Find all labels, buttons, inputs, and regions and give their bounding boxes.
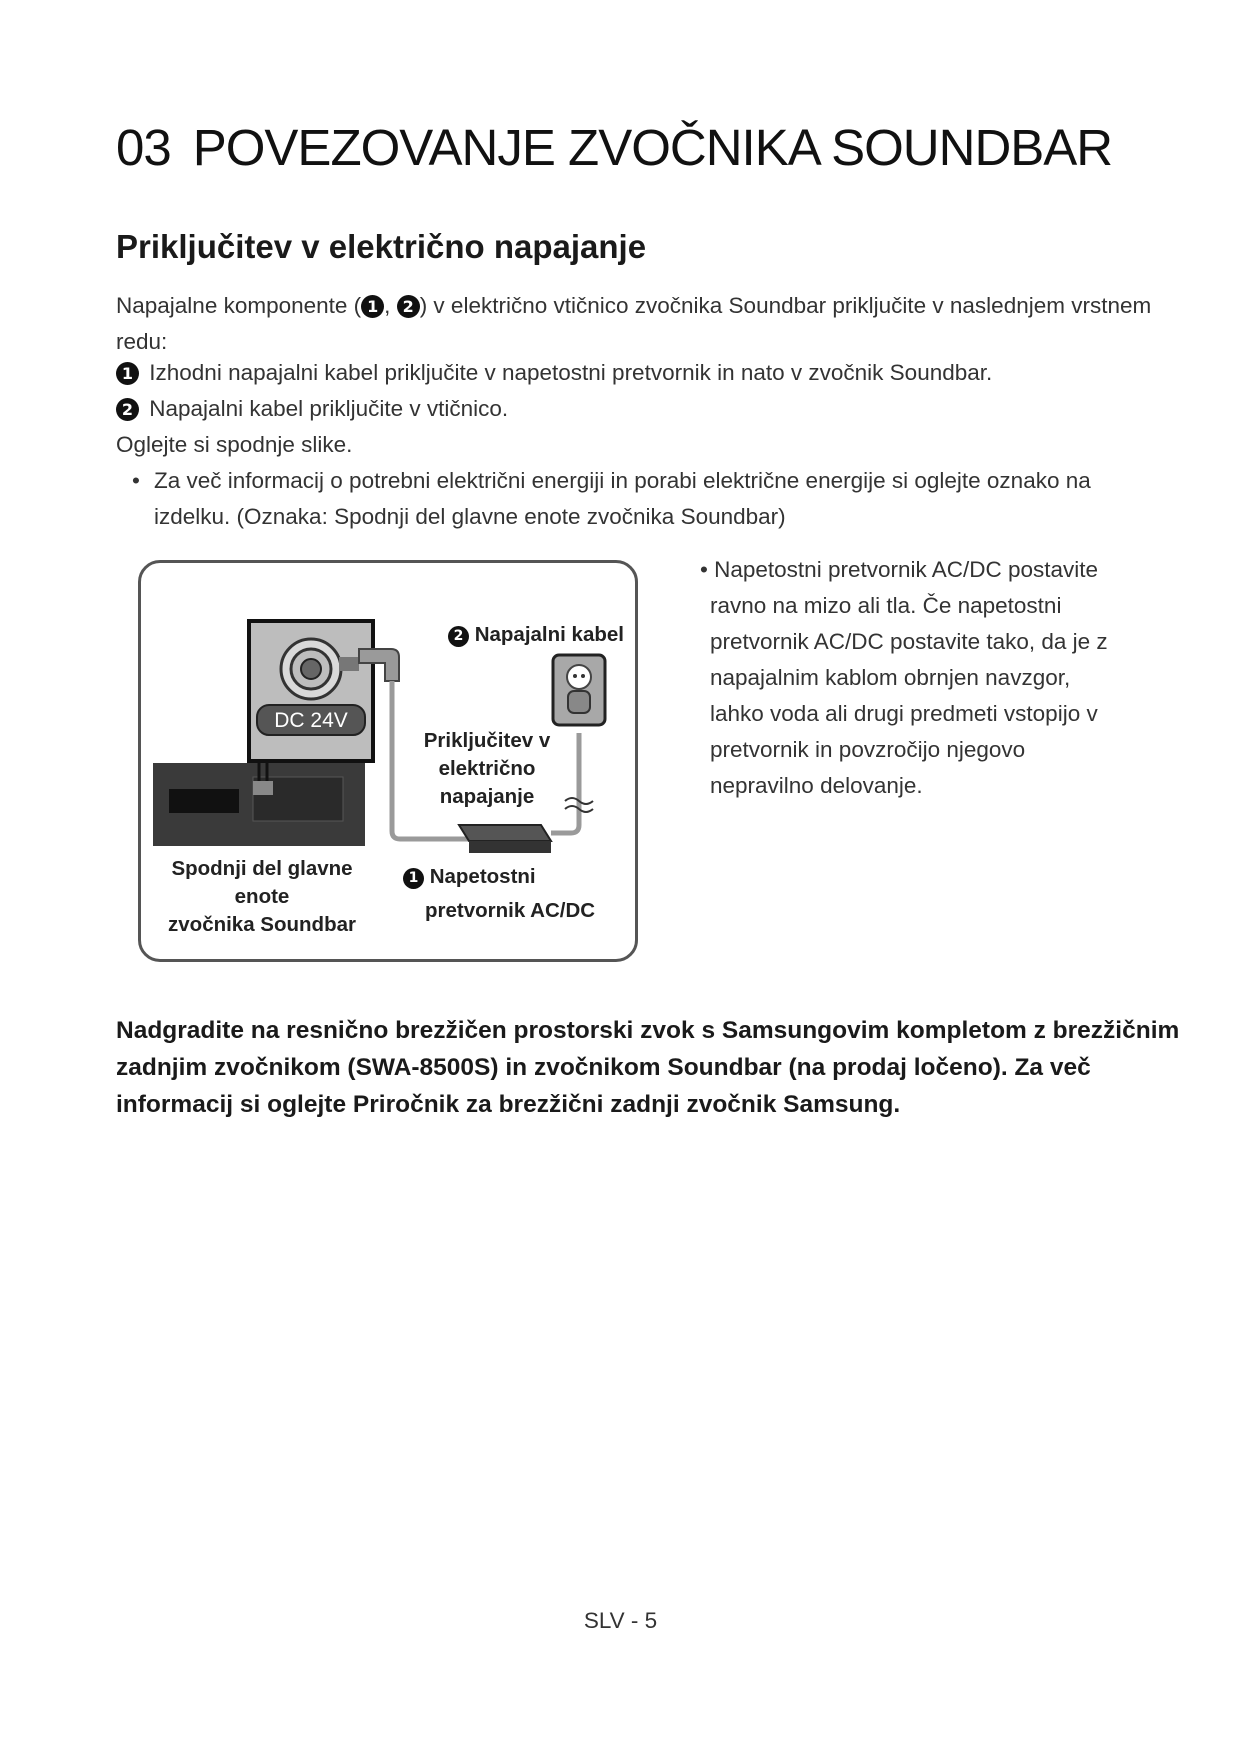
- intro-line-2: redu:: [116, 329, 168, 354]
- step-1-marker-icon: 1: [116, 362, 139, 385]
- intro-separator: ,: [384, 293, 397, 318]
- ac-plug-icon: [568, 691, 590, 713]
- bullet-dot-icon: •: [132, 468, 140, 493]
- adapter-marker-icon: 1: [403, 868, 424, 889]
- power-connection-diagram: [138, 560, 638, 962]
- step-2-marker-icon: 2: [116, 398, 139, 421]
- step-2: [116, 391, 508, 427]
- step-1: [116, 355, 992, 391]
- soundbar-panel: [169, 789, 239, 813]
- soundbar-port-icon: [253, 781, 273, 795]
- page-number: SLV - 5: [583, 1608, 658, 1633]
- see-images-text: Oglejte si spodnje slike.: [116, 432, 353, 457]
- step-1-text: Izhodni napajalni kabel priključite v napetostni pretvornik in nato v zvočnik Soundbar.: [149, 360, 993, 385]
- marker-1-icon: 1: [361, 295, 384, 318]
- dc-port-label: DC 24V: [274, 709, 348, 732]
- intro-line-1: [116, 288, 1151, 324]
- chapter-number: 03: [116, 119, 171, 176]
- soundbar-bottom-label: Spodnji del glavne enote zvočnika Soundbar: [168, 857, 356, 936]
- section-title: Priključitev v električno napajanje: [116, 228, 647, 265]
- connection-label: Priključitev v električno napajanje: [423, 729, 551, 808]
- power-cable-label: 2 Napajalni kabel: [448, 621, 624, 649]
- bullet-note-line-2: izdelku. (Oznaka: Spodnji del glavne enote zvočnika Soundbar): [154, 504, 786, 529]
- step-2-text: Napajalni kabel priključite v vtičnico.: [149, 396, 509, 421]
- side-note: • Napetostni pretvornik AC/DC postavite ravno na mizo ali tla. Če napetostni pretvornik AC/DC postavite tako, da je z napajalnim kablom obrnjen navzgor, lahko voda ali drugi predmeti vstopijo v pretvornik in povzročijo njegovo nepravilno delovanje.: [700, 557, 1108, 798]
- bullet-note: [132, 463, 1091, 535]
- chapter-heading: [116, 118, 1112, 177]
- upgrade-paragraph: Nadgradite na resnično brezžičen prostorski zvok s Samsungovim kompletom z brezžičnim zadnjim zvočnikom (SWA-8500S) in zvočnikom Soundbar (na prodaj ločeno). Za več informacij si oglejte Priročnik za brezžični zadnji zvočnik Samsung.: [116, 1017, 1180, 1118]
- ac-cable: [551, 733, 579, 833]
- adapter-top: [459, 825, 551, 841]
- intro-text-b: ) v električno vtičnico zvočnika Soundbar priključite v naslednjem vrstnem: [419, 293, 1152, 318]
- dc-plug-icon: [339, 657, 359, 671]
- bullet-note-line-1: • Za več informacij o potrebni električni energiji in porabi električne energije si oglejte oznako na: [132, 463, 1091, 499]
- adapter-label: 1 Napetostni pretvornik AC/DC: [403, 863, 603, 925]
- power-cable-marker-icon: 2: [448, 626, 469, 647]
- chapter-title: POVEZOVANJE ZVOČNIKA SOUNDBAR: [192, 119, 1113, 176]
- intro-text-a: Napajalne komponente (: [116, 293, 362, 318]
- marker-2-icon: 2: [397, 295, 420, 318]
